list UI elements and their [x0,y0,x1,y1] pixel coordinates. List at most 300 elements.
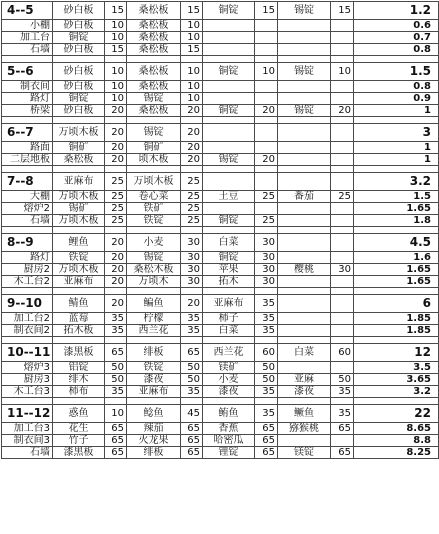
material-2-cell: 绯板 [127,447,181,459]
spacer-cell [331,166,354,173]
row-name-cell: 制衣间2 [2,325,53,337]
quantity-4-cell [331,234,354,252]
material-3-cell: 白菜 [203,234,255,252]
spacer-cell [255,398,278,405]
table-row [2,362,439,374]
quantity-3-cell [255,93,278,105]
material-4-cell [278,234,331,252]
spacer-cell [278,227,331,234]
row-name-cell: 石墙 [2,447,53,459]
material-4-cell [278,173,331,191]
quantity-3-cell: 65 [255,435,278,447]
spacer-cell [53,56,105,63]
material-4-cell [278,142,331,154]
table-row [2,386,439,398]
quantity-3-cell: 20 [255,105,278,117]
quantity-1-cell: 20 [105,154,127,166]
quantity-3-cell: 65 [255,447,278,459]
row-name-cell: 8--9 [2,234,53,252]
spacer-row [2,337,439,344]
material-3-cell: 铜锭 [203,215,255,227]
total-cell: 1.65 [354,203,439,215]
spacer-cell [203,337,255,344]
quantity-1-cell: 50 [105,374,127,386]
table-row [2,374,439,386]
spacer-cell [127,288,181,295]
material-4-cell [278,124,331,142]
table-row [2,81,439,93]
quantity-1-cell: 10 [105,81,127,93]
spacer-cell [105,166,127,173]
spacer-cell [105,288,127,295]
material-4-cell [278,325,331,337]
spacer-cell [203,56,255,63]
spacer-cell [105,398,127,405]
quantity-2-cell: 30 [181,252,203,264]
quantity-4-cell [331,142,354,154]
quantity-3-cell [255,124,278,142]
material-1-cell: 铜锭 [53,93,105,105]
quantity-2-cell: 20 [181,154,203,166]
row-name-cell: 桥梁 [2,105,53,117]
material-2-cell: 漆夜 [127,374,181,386]
material-1-cell: 砂白板 [53,20,105,32]
row-name-cell: 加工台 [2,32,53,44]
row-name-cell: 石墙 [2,215,53,227]
row-name-cell: 路灯 [2,93,53,105]
row-name-cell: 10--11 [2,344,53,362]
spacer-cell [53,337,105,344]
spacer-row [2,56,439,63]
spacer-row [2,227,439,234]
spacer-cell [354,227,439,234]
spacer-row [2,398,439,405]
table-row [2,93,439,105]
quantity-3-cell [255,142,278,154]
quantity-1-cell: 10 [105,32,127,44]
quantity-1-cell: 35 [105,386,127,398]
material-4-cell: 锡锭 [278,2,331,20]
quantity-3-cell: 25 [255,215,278,227]
material-1-cell: 万顷木板 [53,215,105,227]
quantity-1-cell: 65 [105,423,127,435]
material-3-cell: 铜锭 [203,105,255,117]
quantity-3-cell: 30 [255,234,278,252]
material-4-cell [278,215,331,227]
quantity-2-cell: 50 [181,374,203,386]
quantity-2-cell: 50 [181,362,203,374]
row-name-cell: 路面 [2,142,53,154]
row-name-cell: 加工台3 [2,423,53,435]
quantity-1-cell: 20 [105,234,127,252]
material-3-cell: 铜锭 [203,252,255,264]
quantity-3-cell: 10 [255,63,278,81]
row-name-cell: 熔炉2 [2,203,53,215]
material-4-cell [278,154,331,166]
total-cell: 1.2 [354,2,439,20]
material-4-cell: 白菜 [278,344,331,362]
material-2-cell: 鳊鱼 [127,295,181,313]
material-3-cell: 苹果 [203,264,255,276]
spacer-cell [2,337,53,344]
material-1-cell: 竹子 [53,435,105,447]
material-2-cell: 亚麻布 [127,386,181,398]
quantity-4-cell: 35 [331,405,354,423]
material-4-cell: 鳜鱼 [278,405,331,423]
spacer-cell [105,227,127,234]
total-cell: 0.7 [354,32,439,44]
table-row [2,264,439,276]
material-3-cell [203,142,255,154]
material-3-cell: 西兰花 [203,344,255,362]
spacer-cell [278,288,331,295]
quantity-3-cell: 60 [255,344,278,362]
spacer-cell [331,337,354,344]
material-4-cell: 猕猴桃 [278,423,331,435]
quantity-1-cell: 20 [105,276,127,288]
spacer-cell [181,227,203,234]
quantity-2-cell: 65 [181,447,203,459]
quantity-2-cell: 65 [181,344,203,362]
spacer-cell [255,166,278,173]
quantity-1-cell: 65 [105,344,127,362]
quantity-4-cell [331,313,354,325]
spacer-cell [331,227,354,234]
table-row [2,105,439,117]
total-cell: 1.5 [354,63,439,81]
spacer-cell [255,337,278,344]
level-header-row [2,63,439,81]
material-1-cell: 砂白板 [53,44,105,56]
total-cell: 1.65 [354,264,439,276]
spacer-cell [127,398,181,405]
material-1-cell: 万顷木板 [53,264,105,276]
quantity-4-cell [331,173,354,191]
material-2-cell: 铁锭 [127,215,181,227]
table-row [2,142,439,154]
spacer-cell [181,288,203,295]
quantity-4-cell [331,93,354,105]
spacer-cell [203,227,255,234]
total-cell: 0.8 [354,44,439,56]
material-1-cell: 铝锭 [53,362,105,374]
spacer-cell [2,227,53,234]
material-4-cell [278,276,331,288]
material-2-cell: 桑松板 [127,63,181,81]
quantity-3-cell: 30 [255,252,278,264]
quantity-4-cell [331,44,354,56]
material-2-cell: 鲶鱼 [127,405,181,423]
material-2-cell: 铁锭 [127,362,181,374]
material-2-cell: 万顷木板 [127,173,181,191]
material-1-cell: 蓝莓 [53,313,105,325]
total-cell: 3 [354,124,439,142]
material-2-cell: 柠檬 [127,313,181,325]
spacer-cell [2,288,53,295]
total-cell: 1.85 [354,325,439,337]
row-name-cell: 二层地板 [2,154,53,166]
quantity-1-cell: 20 [105,295,127,313]
total-cell: 1.85 [354,313,439,325]
spacer-cell [53,398,105,405]
quantity-1-cell: 65 [105,447,127,459]
spacer-cell [278,56,331,63]
material-3-cell [203,32,255,44]
spacer-cell [181,337,203,344]
total-cell: 3.2 [354,386,439,398]
spacer-cell [331,56,354,63]
quantity-4-cell: 60 [331,344,354,362]
material-4-cell: 番茄 [278,191,331,203]
material-4-cell: 亚麻 [278,374,331,386]
quantity-4-cell [331,215,354,227]
spacer-cell [2,398,53,405]
quantity-3-cell: 35 [255,325,278,337]
quantity-4-cell [331,124,354,142]
material-4-cell [278,435,331,447]
spacer-cell [105,56,127,63]
spacer-cell [127,56,181,63]
material-4-cell [278,252,331,264]
quantity-2-cell: 25 [181,203,203,215]
spacer-cell [255,288,278,295]
material-4-cell [278,295,331,313]
material-1-cell: 亚麻布 [53,173,105,191]
material-4-cell [278,93,331,105]
table-row [2,252,439,264]
material-4-cell [278,32,331,44]
row-name-cell: 小棚 [2,20,53,32]
quantity-1-cell: 25 [105,203,127,215]
material-4-cell [278,203,331,215]
spacer-cell [331,288,354,295]
quantity-2-cell: 65 [181,423,203,435]
spacer-cell [278,398,331,405]
material-1-cell: 漆黑板 [53,447,105,459]
quantity-1-cell: 25 [105,173,127,191]
row-name-cell: 9--10 [2,295,53,313]
spacer-cell [203,398,255,405]
quantity-4-cell: 50 [331,374,354,386]
total-cell: 8.65 [354,423,439,435]
total-cell: 1.65 [354,276,439,288]
spacer-cell [127,166,181,173]
quantity-1-cell: 15 [105,2,127,20]
material-3-cell: 锡锭 [203,154,255,166]
quantity-4-cell: 10 [331,63,354,81]
quantity-1-cell: 20 [105,264,127,276]
quantity-3-cell: 35 [255,386,278,398]
table-row [2,276,439,288]
level-header-row [2,2,439,20]
quantity-2-cell: 10 [181,81,203,93]
row-name-cell: 4--5 [2,2,53,20]
total-cell: 1.5 [354,191,439,203]
level-header-row [2,124,439,142]
spacer-cell [255,56,278,63]
total-cell: 22 [354,405,439,423]
material-2-cell: 桑松板 [127,81,181,93]
quantity-2-cell: 20 [181,295,203,313]
material-1-cell: 漆黑板 [53,344,105,362]
material-1-cell: 绯木 [53,374,105,386]
material-1-cell: 桑松板 [53,154,105,166]
quantity-1-cell: 50 [105,362,127,374]
quantity-3-cell: 50 [255,374,278,386]
spacer-cell [331,398,354,405]
quantity-1-cell: 65 [105,435,127,447]
quantity-2-cell: 10 [181,20,203,32]
spacer-cell [181,117,203,124]
spacer-cell [127,117,181,124]
material-3-cell [203,173,255,191]
quantity-1-cell: 15 [105,44,127,56]
total-cell: 6 [354,295,439,313]
row-name-cell: 7--8 [2,173,53,191]
total-cell: 3.2 [354,173,439,191]
material-1-cell: 惑鱼 [53,405,105,423]
spacer-cell [105,337,127,344]
quantity-3-cell: 25 [255,191,278,203]
spacer-row [2,288,439,295]
material-1-cell: 鲭鱼 [53,295,105,313]
table-row [2,313,439,325]
quantity-3-cell [255,44,278,56]
spacer-cell [203,288,255,295]
quantity-3-cell: 30 [255,264,278,276]
material-3-cell: 白菜 [203,325,255,337]
quantity-4-cell [331,325,354,337]
material-3-cell: 哈密瓜 [203,435,255,447]
row-name-cell: 6--7 [2,124,53,142]
quantity-2-cell: 15 [181,44,203,56]
spacer-cell [203,166,255,173]
material-3-cell: 铜锭 [203,2,255,20]
total-cell: 1 [354,142,439,154]
row-name-cell: 11--12 [2,405,53,423]
material-1-cell: 鲤鱼 [53,234,105,252]
quantity-1-cell: 25 [105,215,127,227]
material-2-cell: 辣茄 [127,423,181,435]
quantity-3-cell: 35 [255,313,278,325]
spacer-cell [331,117,354,124]
row-name-cell: 石墙 [2,44,53,56]
row-name-cell: 木工台2 [2,276,53,288]
spacer-cell [2,117,53,124]
quantity-2-cell: 25 [181,191,203,203]
material-2-cell: 锡锭 [127,124,181,142]
material-4-cell [278,44,331,56]
total-cell: 8.8 [354,435,439,447]
spacer-cell [354,117,439,124]
material-4-cell: 锡锭 [278,63,331,81]
row-name-cell: 木工台3 [2,386,53,398]
material-4-cell: 樱桃 [278,264,331,276]
material-3-cell: 漆夜 [203,386,255,398]
spacer-cell [53,227,105,234]
quantity-2-cell: 35 [181,325,203,337]
total-cell: 1.6 [354,252,439,264]
spacer-cell [255,117,278,124]
quantity-2-cell: 20 [181,105,203,117]
quantity-4-cell: 65 [331,423,354,435]
level-header-row [2,344,439,362]
quantity-4-cell [331,203,354,215]
quantity-2-cell: 30 [181,264,203,276]
total-cell: 1 [354,154,439,166]
quantity-1-cell: 20 [105,142,127,154]
quantity-3-cell: 20 [255,154,278,166]
material-1-cell: 亚麻布 [53,276,105,288]
quantity-3-cell: 30 [255,276,278,288]
quantity-3-cell: 35 [255,405,278,423]
materials-table-body [2,2,439,459]
quantity-1-cell: 35 [105,325,127,337]
quantity-4-cell [331,154,354,166]
row-name-cell: 熔炉3 [2,362,53,374]
material-2-cell: 桑松板 [127,105,181,117]
quantity-2-cell: 10 [181,32,203,44]
quantity-1-cell: 25 [105,191,127,203]
quantity-4-cell: 35 [331,386,354,398]
spacer-cell [354,398,439,405]
quantity-3-cell: 35 [255,295,278,313]
quantity-4-cell: 20 [331,105,354,117]
material-1-cell: 铜矿 [53,142,105,154]
material-2-cell: 西兰花 [127,325,181,337]
material-3-cell [203,44,255,56]
quantity-3-cell: 50 [255,362,278,374]
row-name-cell: 加工台2 [2,313,53,325]
quantity-4-cell [331,81,354,93]
quantity-2-cell: 10 [181,63,203,81]
total-cell: 0.6 [354,20,439,32]
material-1-cell: 铁锭 [53,252,105,264]
material-3-cell: 拓木 [203,276,255,288]
spacer-cell [53,117,105,124]
table-row [2,191,439,203]
row-name-cell: 5--6 [2,63,53,81]
material-3-cell [203,93,255,105]
spacer-cell [278,166,331,173]
material-1-cell: 砂白板 [53,63,105,81]
row-name-cell: 大棚 [2,191,53,203]
material-4-cell [278,20,331,32]
material-1-cell: 砂白板 [53,81,105,93]
spacer-cell [2,56,53,63]
quantity-4-cell [331,295,354,313]
material-3-cell [203,124,255,142]
quantity-1-cell: 10 [105,20,127,32]
quantity-4-cell [331,276,354,288]
row-name-cell: 路灯 [2,252,53,264]
material-1-cell: 柿布 [53,386,105,398]
quantity-2-cell: 65 [181,435,203,447]
spacer-cell [181,166,203,173]
level-header-row [2,405,439,423]
material-3-cell: 土豆 [203,191,255,203]
quantity-2-cell: 20 [181,142,203,154]
quantity-1-cell: 10 [105,405,127,423]
material-4-cell: 漆夜 [278,386,331,398]
quantity-3-cell: 65 [255,423,278,435]
material-4-cell [278,362,331,374]
material-2-cell: 锡锭 [127,252,181,264]
material-4-cell [278,81,331,93]
material-1-cell: 花生 [53,423,105,435]
material-2-cell: 铁矿 [127,203,181,215]
material-4-cell [278,313,331,325]
